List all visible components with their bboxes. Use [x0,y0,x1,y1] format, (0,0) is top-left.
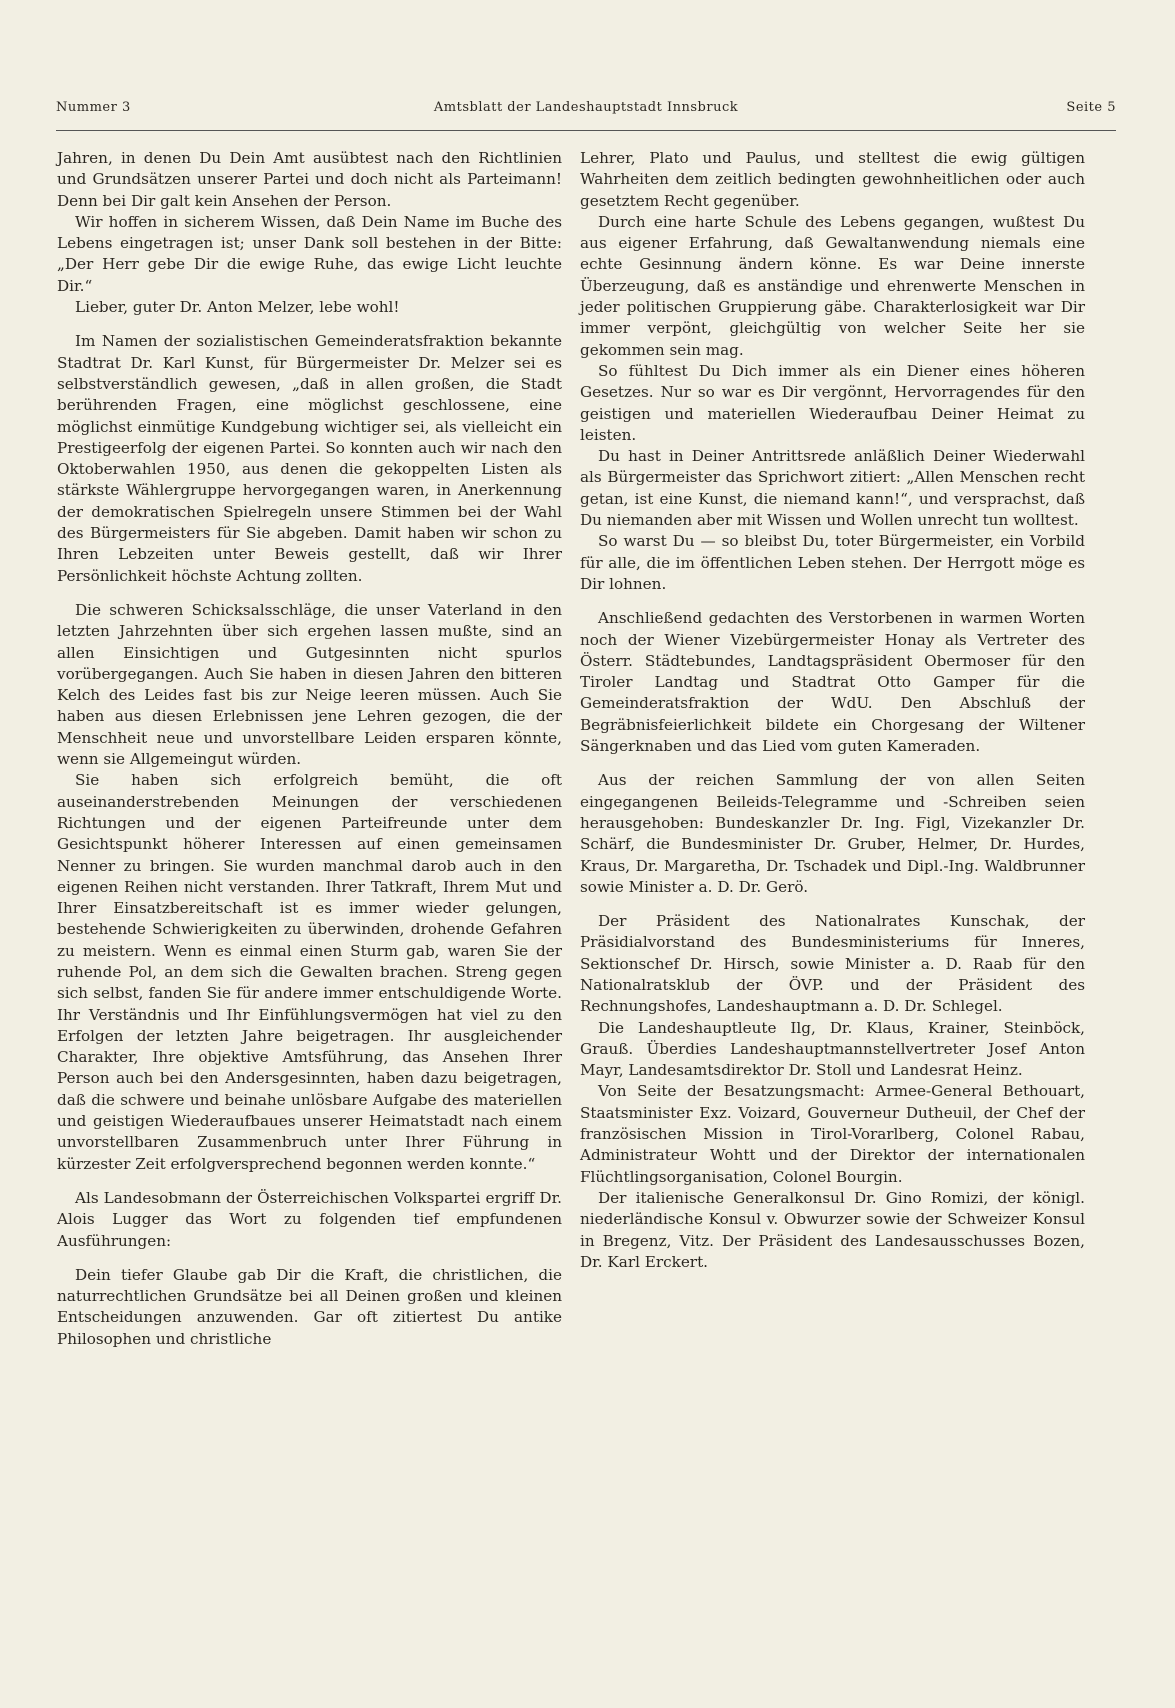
publication-title: Amtsblatt der Landeshauptstadt Innsbruck [433,100,739,115]
page-number: Seite 5 [1066,100,1116,115]
paragraph: Als Landesobmann der Österreichischen Volkspartei ergriff Dr. Alois Lugger das Wort zu folgenden tief empfundenen Ausführungen: [57,1188,562,1250]
paragraph: Sie haben sich erfolgreich bemüht, die oft auseinanderstrebenden Meinungen der verschiedenen Richtungen und der eigenen Parteifreunde unter dem Gesichtspunkt höherer Interessen auf einen gemeinsamen Nenner zu bringen. Sie wurden manchmal darob auch in den eigenen Reihen nicht verstanden. Ihrer Tatkraft, Ihrem Mut und Ihrer Einsatzbereitschaft ist es immer wieder gelungen, bestehende Schwierigkeiten zu überwinden, drohende Gefahren zu meistern. Wenn es einmal einen Sturm gab, waren Sie der ruhende Pol, an dem sich die Gewalten brachen. Streng gegen sich selbst, fanden Sie für andere immer entschuldigende Worte. Ihr Verständnis und Ihr Einfühlungsvermögen hat viel zu den Erfolgen der letzten Jahre beigetragen. Ihr ausgleichender Charakter, Ihre objektive Amtsführung, das Ansehen Ihrer Person auch bei den Andersgesinnten, haben dazu beigetragen, daß die schwere und beinahe unlösbare Aufgabe des materiellen und geistigen Wiederaufbaues unserer Heimatstadt nach einem unvorstellbaren Zusammenbruch unter Ihrer Führung in kürzester Zeit erfolgversprechend begonnen werden konnte.“ [57,771,562,1173]
paragraph: Die schweren Schicksalsschläge, die unser Vaterland in den letzten Jahrzehnten über sich ergehen lassen mußte, sind an allen Einsichtigen und Gutgesinnten nicht spurlos vorübergegangen. Auch Sie haben in diesen Jahren den bitteren Kelch des Leides fast bis zur Neige leeren müssen. Auch Sie haben aus diesen Erlebnissen jene Lehren gezogen, die der Menschheit neue und unvorstellbare Leiden ersparen könnte, wenn sie Allgemeingut würden. [57,600,562,769]
paragraph: Anschließend gedachten des Verstorbenen in warmen Worten noch der Wiener Vizebürgermeister Honay als Vertreter des Österr. Städtebundes, Landtagspräsident Obermoser für den Tiroler Landtag und Stadtrat Otto Gamper für die Gemeinderatsfraktion der WdU. Den Abschluß der Begräbnisfeierlichkeit bildete ein Chorgesang der Wiltener Sängerknaben und das Lied vom guten Kameraden. [580,609,1085,756]
paragraph: Die Landeshauptleute Ilg, Dr. Klaus, Krainer, Steinböck, Grauß. Überdies Landeshauptmannstellvertreter Josef Anton Mayr, Landesamtsdirektor Dr. Stoll und Landesrat Heinz. [580,1018,1085,1080]
paragraph: Dein tiefer Glaube gab Dir die Kraft, die christlichen, die naturrechtlichen Grundsätze bei all Deinen großen und kleinen Entscheidungen anzuwenden. Gar oft zitiertest Du antike Philosophen und christliche [57,1265,562,1348]
paragraph: So warst Du — so bleibst Du, toter Bürgermeister, ein Vorbild für alle, die im öffentlichen Leben stehen. Der Herrgott möge es Dir lohnen. [580,532,1085,593]
paragraph: Aus der reichen Sammlung der von allen Seiten eingegangenen Beileids-Telegramme und -Schreiben seien herausgehoben: Bundeskanzler Dr. Ing. Figl, Vizekanzler Dr. Schärf, die Bundesminister Dr. Gruber, Helmer, Dr. Hurdes, Kraus, Dr. Margaretha, Dr. Tschadek und Dipl.-Ing. Waldbrunner sowie Minister a. D. Dr. Gerö. [580,771,1085,896]
issue-number: Nummer 3 [56,100,131,115]
paragraph: Der italienische Generalkonsul Dr. Gino Romizi, der königl. niederländische Konsul v. Obwurzer sowie der Schweizer Konsul in Bregenz, Vitz. Der Präsident des Landesausschusses Bozen, Dr. Karl Erckert. [580,1188,1085,1271]
paragraph: Von Seite der Besatzungsmacht: Armee-General Bethouart, Staatsminister Exz. Voizard, Gouverneur Dutheuil, der Chef der französischen Mission in Tirol-Vorarlberg, Colonel Rabau, Administrateur Wohtt und der Direktor der internationalen Flüchtlingsorganisation, Colonel Bourgin. [580,1082,1085,1186]
paragraph: Lehrer, Plato und Paulus, und stelltest die ewig gültigen Wahrheiten dem zeitlich bedingten gewohnheitlichen oder auch gesetztem Recht gegenüber. [580,149,1085,210]
paragraph: Du hast in Deiner Antrittsrede anläßlich Deiner Wiederwahl als Bürgermeister das Sprichwort zitiert: „Allen Menschen recht getan, ist eine Kunst, die niemand kann!“, und versprachst, daß Du niemanden aber mit Wissen und Wollen unrecht tun wolltest. [580,447,1085,530]
header-divider [56,130,1116,131]
page-header [56,100,1116,124]
right-column [580,148,1085,1273]
left-column [57,148,562,1350]
paragraph: So fühltest Du Dich immer als ein Diener eines höheren Gesetzes. Nur so war es Dir vergönnt, Hervorragendes für den geistigen und materiellen Wiederaufbau Deiner Heimat zu leisten. [580,361,1085,444]
paragraph: Durch eine harte Schule des Lebens gegangen, wußtest Du aus eigener Erfahrung, daß Gewaltanwendung niemals eine echte Gesinnung ändern könne. Es war Deine innerste Überzeugung, daß es anständige und ehrenwerte Menschen in jeder politischen Gruppierung gäbe. Charakterlosigkeit war Dir immer verpönt, gleichgültig von welcher Seite her sie gekommen sein mag. [580,212,1085,359]
paragraph: Der Präsident des Nationalrates Kunschak, der Präsidialvorstand des Bundesministeriums für Inneres, Sektionschef Dr. Hirsch, sowie Minister a. D. Raab für den Nationalratsklub der ÖVP. und der Präsident des Rechnungshofes, Landeshauptmann a. D. Dr. Schlegel. [580,912,1085,1016]
paragraph: Wir hoffen in sicherem Wissen, daß Dein Name im Buche des Lebens eingetragen ist; unser Dank soll bestehen in der Bitte: „Der Herr gebe Dir die ewige Ruhe, das ewige Licht leuchte Dir.“ [57,212,562,295]
paragraph: Lieber, guter Dr. Anton Melzer, lebe wohl! [75,298,400,317]
paragraph: Jahren, in denen Du Dein Amt ausübtest nach den Richtlinien und Grundsätzen unserer Partei und doch nicht als Parteimann! Denn bei Dir galt kein Ansehen der Person. [57,149,562,210]
paragraph: Im Namen der sozialistischen Gemeinderatsfraktion bekannte Stadtrat Dr. Karl Kunst, für Bürgermeister Dr. Melzer sei es selbstverständlich gewesen, „daß in allen großen, die Stadt berührenden Fragen, eine möglichst geschlossene, eine möglichst einmütige Kundgebung wichtiger sei, als vielleicht ein Prestigeerfolg der eigenen Partei. So konnten auch wir nach den Oktoberwahlen 1950, aus denen die gekoppelten Listen als stärkste Wählergruppe hervorgegangen waren, in Anerkennung der demokratischen Spielregeln unsere Stimmen bei der Wahl des Bürgermeisters für Sie abgeben. Damit haben wir schon zu Ihren Lebzeiten unter Beweis gestellt, daß wir Ihrer Persönlichkeit höchste Achtung zollten. [57,332,562,585]
